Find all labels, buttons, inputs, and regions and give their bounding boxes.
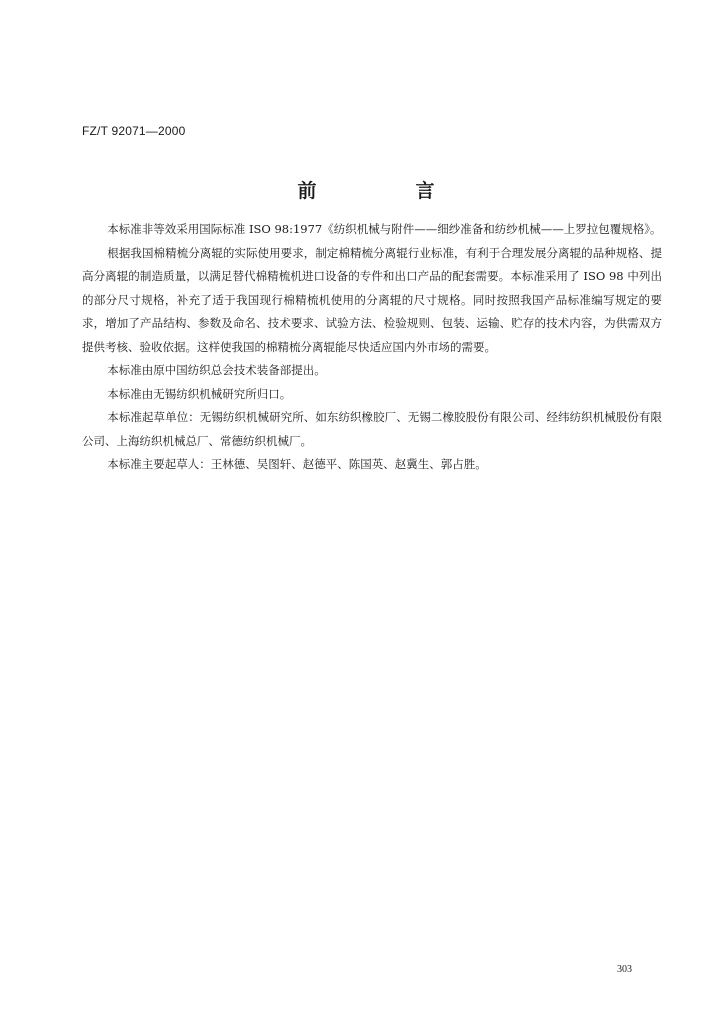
standard-code: FZ/T 92071—2000 [82, 124, 186, 138]
paragraph-proposer: 本标准由原中国纺织总会技术装备部提出。 [107, 363, 326, 377]
paragraph-purpose: 根据我国棉精梳分离辊的实际使用要求，制定棉精梳分离辊行业标准，有利于合理发展分离辊的品种规格、提高分离辊的制造质量，以满足替代棉精梳机进口设备的专件和出口产品的配套需要。本标准采用了 ISO 98 中列出的部分尺寸规格，补充了适于我国现行棉精梳机使用的分离辊的尺寸规格。同时按照我国产品标准编写规定的要求，增加了产品结构、参数及命名、技术要求、试验方法、检验规则、包装、运输、贮存的技术内容，为供需双方提供考核、验收依据。这样使我国的棉精梳分离辊能尽快适应国内外市场的需要。 [82, 245, 662, 354]
paragraph-drafting-units: 本标准起草单位：无锡纺织机械研究所、如东纺织橡胶厂、无锡二橡胶股份有限公司、经纬纺织机械股份有限公司、上海纺织机械总厂、常德纺织机械厂。 [82, 410, 662, 448]
paragraph-drafters: 本标准主要起草人：王林德、吴图轩、赵德平、陈国英、赵冀生、郭占胜。 [107, 457, 487, 471]
paragraph-adoption: 本标准非等效采用国际标准 ISO 98:1977《纺织机械与附件——细纱准备和纺纱机械——上罗拉包覆规格》。 [107, 222, 662, 236]
paragraph-administrator: 本标准由无锡纺织机械研究所归口。 [107, 386, 292, 401]
foreword-body [82, 218, 662, 477]
page-number: 303 [617, 964, 632, 975]
page-title: 前 言 [297, 180, 475, 202]
